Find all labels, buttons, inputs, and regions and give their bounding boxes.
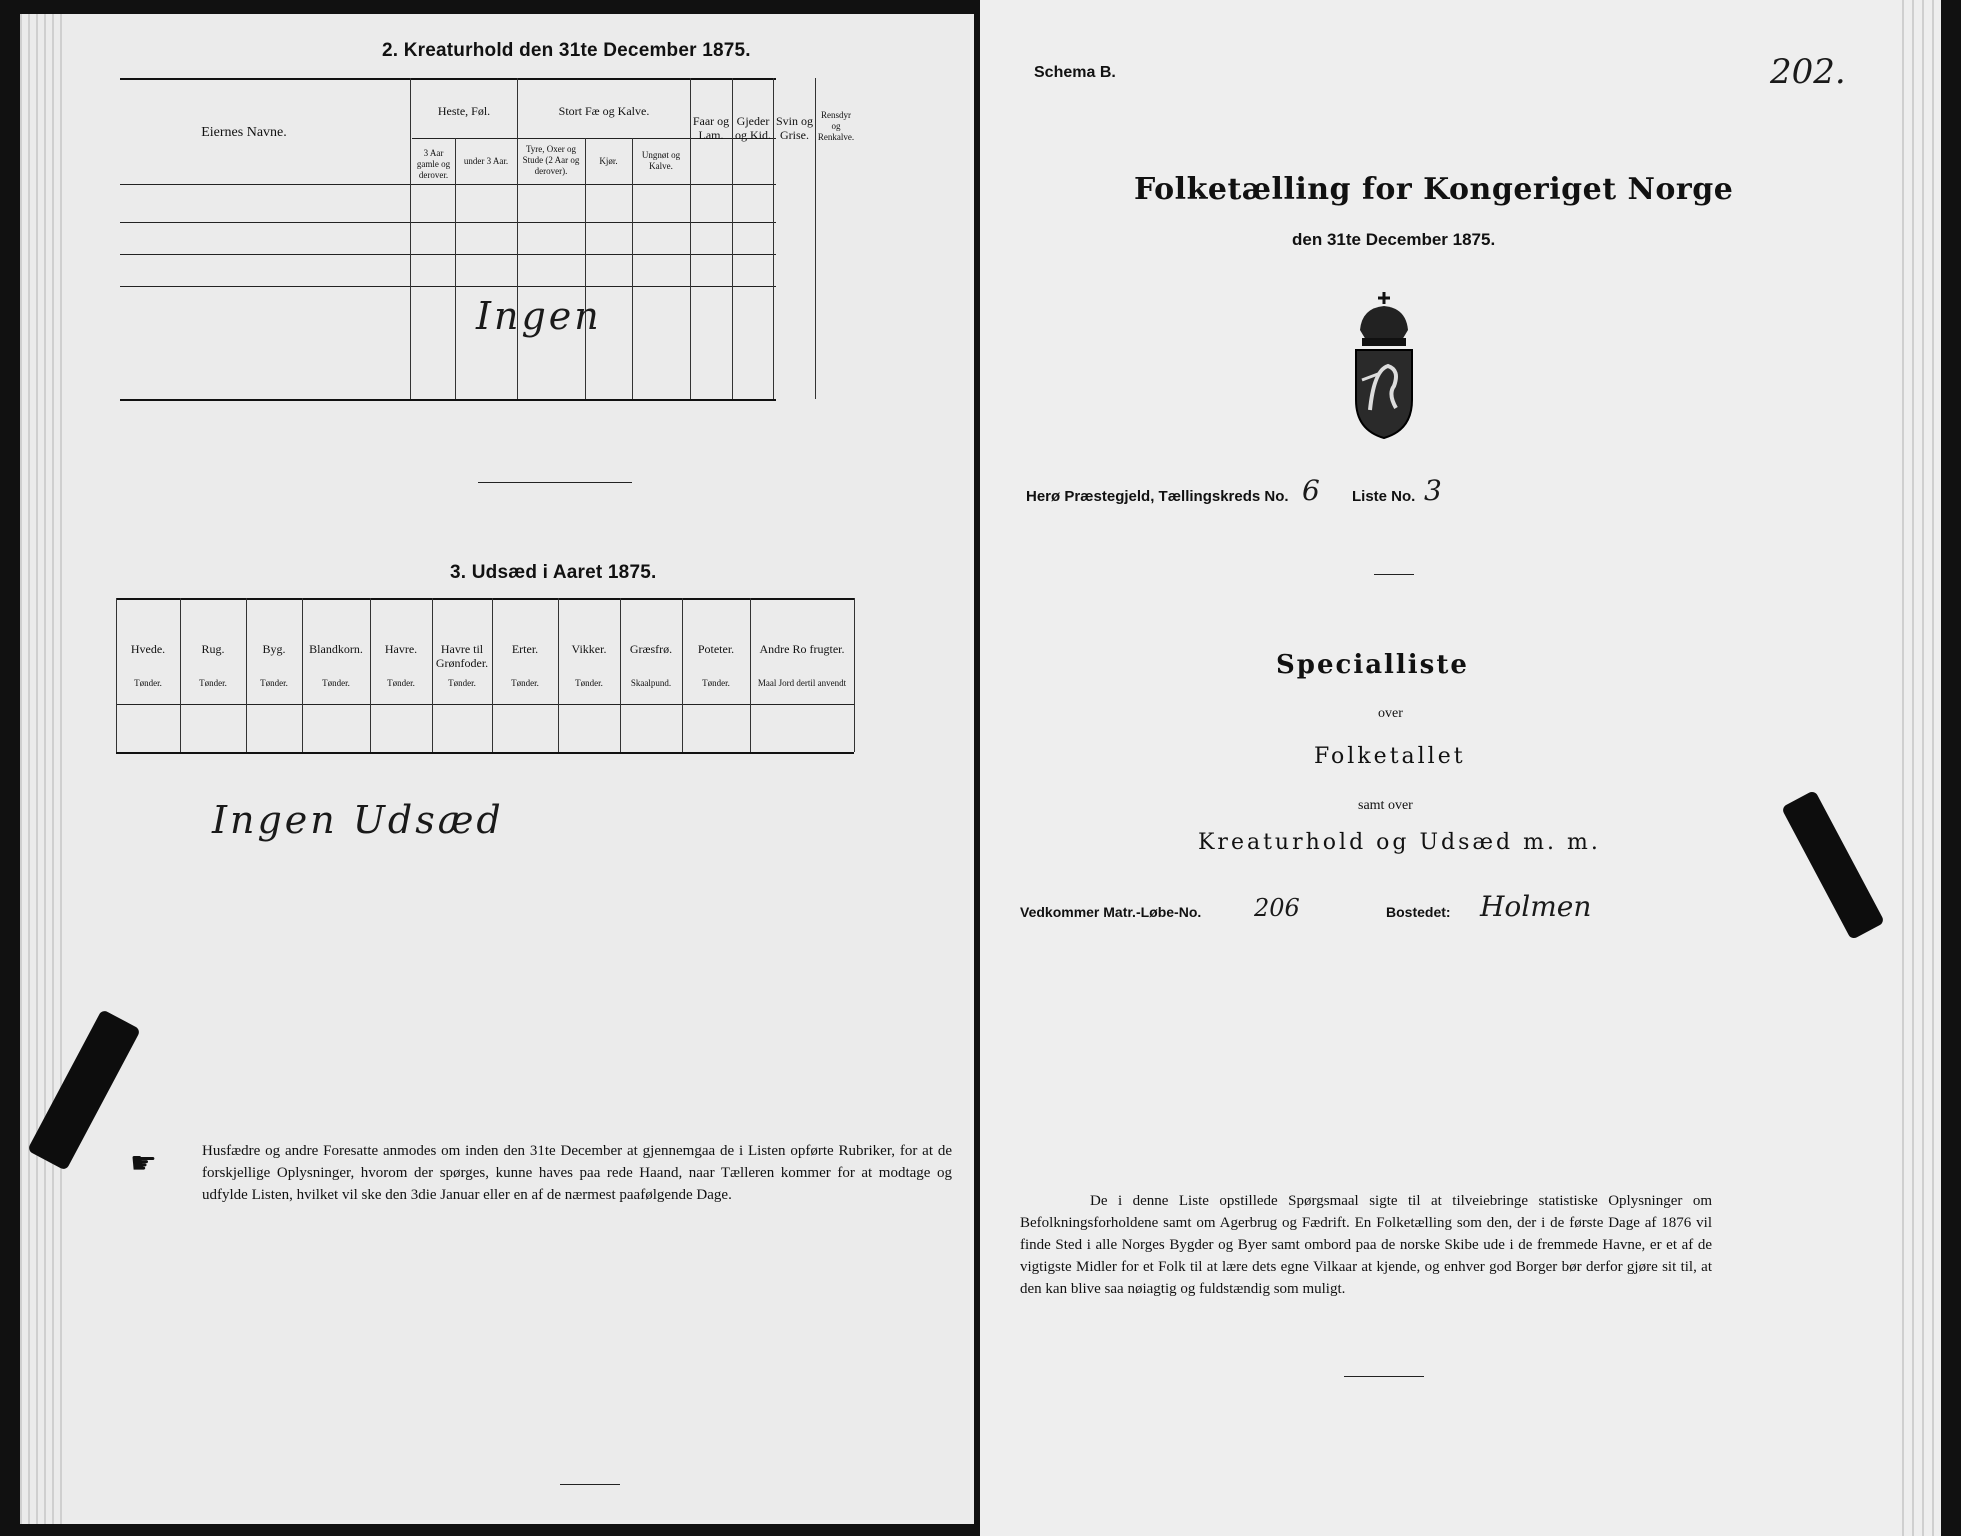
samt-over-label: samt over <box>1358 798 1413 813</box>
seed-column-header: Vikker. <box>571 642 607 656</box>
seed-column-unit: Tønder. <box>134 678 162 688</box>
table-rule <box>120 254 776 255</box>
right-page <box>980 0 1941 1536</box>
liste-number: 3 <box>1424 474 1442 507</box>
over-label: over <box>1378 706 1403 721</box>
coat-of-arms-icon <box>1348 290 1420 440</box>
seed-column-unit: Tønder. <box>448 678 476 688</box>
page-edge <box>36 14 38 1524</box>
kreaturhold-label: Kreaturhold og Udsæd m. m. <box>1198 830 1601 855</box>
seed-column-header: Hvede. <box>130 642 166 656</box>
folketallet-label: Folketallet <box>1314 744 1466 769</box>
page-edge <box>1902 0 1904 1536</box>
seed-column-unit: Tønder. <box>575 678 603 688</box>
table-col-rule <box>854 598 855 752</box>
page-edge <box>1932 0 1934 1536</box>
seed-column-header: Erter. <box>511 642 539 656</box>
seed-column-unit: Skaalpund. <box>630 678 672 688</box>
page-edge <box>20 14 22 1524</box>
seed-column-header: Havre til Grønfoder. <box>435 642 489 670</box>
separator <box>478 482 632 483</box>
matr-number: 206 <box>1254 894 1300 922</box>
pointing-hand-icon: ☛ <box>130 1147 157 1180</box>
table-col-rule <box>246 598 247 752</box>
table-rule <box>116 704 854 705</box>
kreds-number: 6 <box>1302 474 1320 507</box>
page-edge <box>28 14 30 1524</box>
matr-label: Vedkommer Matr.-Løbe-No. <box>1020 904 1202 920</box>
seed-column-header: Byg. <box>262 642 286 656</box>
section2-title: 2. Kreaturhold den 31te December 1875. <box>382 40 751 61</box>
table-col-rule <box>302 598 303 752</box>
table-rule <box>120 399 776 401</box>
table-col-rule <box>410 78 411 399</box>
page-edge <box>52 14 54 1524</box>
table-rule <box>120 286 776 287</box>
table-rule <box>116 752 854 754</box>
table-col-rule <box>558 598 559 752</box>
horse-old-header: 3 Aar gamle og derover. <box>416 148 451 180</box>
cattle-header: Stort Fæ og Kalve. <box>558 104 650 118</box>
handwritten-none-livestock: Ingen <box>476 294 602 338</box>
special-list-title: Specialliste <box>1276 650 1469 680</box>
bostedet-label: Bostedet: <box>1386 904 1451 920</box>
page-number: 202. <box>1770 52 1846 92</box>
table-rule <box>120 184 776 185</box>
seed-column-unit: Tønder. <box>199 678 227 688</box>
table-col-rule <box>585 138 586 399</box>
footer-text: De i denne Liste opstillede Spørgsmaal sigte til at tilveiebringe statistiske Oplysninger om Befolkningsforholdene samt om Agerbrug og Fædrift. En Folketælling som den, der i de første Dage af 1876 vil finde Sted i alle Norges Bygder og Byer samt ombord paa de norske Skibe ude i de fremmede Havne, er et af de vigtigste Midler for et Folk til at lære dets egne Vilkaar at kjende, og enhver god Borger bør derfor gjøre sit til, at den kan blive saa nøiagtig og fuldstændig som muligt. <box>1020 1193 1712 1297</box>
table-rule <box>120 222 776 223</box>
reindeer-header: Rensdyr og Renkalve. <box>817 110 855 142</box>
main-title: Folketælling for Kongeriget Norge <box>1134 172 1734 207</box>
census-date: den 31te December 1875. <box>1292 230 1496 249</box>
left-page <box>20 14 974 1524</box>
seed-column-unit: Tønder. <box>511 678 539 688</box>
table-col-rule <box>116 598 117 752</box>
seed-column-header: Græsfrø. <box>629 642 673 656</box>
separator <box>560 1484 620 1485</box>
seed-column-unit: Tønder. <box>702 678 730 688</box>
bostedet-value: Holmen <box>1480 890 1592 923</box>
seed-column-unit: Maal Jord dertil anvendt <box>757 678 847 688</box>
handwritten-none-seed: Ingen Udsæd <box>212 798 504 842</box>
pen-shadow <box>1781 790 1885 940</box>
table-col-rule <box>180 598 181 752</box>
table-col-rule <box>620 598 621 752</box>
seed-column-unit: Tønder. <box>260 678 288 688</box>
parish-label: Herø Præstegjeld, Tællingskreds No. <box>1026 488 1289 505</box>
seed-column-header: Rug. <box>201 642 225 656</box>
goats-header: Gjeder og Kid. <box>735 114 771 142</box>
table-col-rule <box>455 138 456 399</box>
table-col-rule <box>632 138 633 399</box>
pigs-header: Svin og Grise. <box>775 114 813 142</box>
owners-header: Eiernes Navne. <box>201 125 287 140</box>
horses-header: Heste, Føl. <box>437 104 491 118</box>
schema-label: Schema B. <box>1034 64 1116 81</box>
seed-column-header: Blandkorn. <box>309 642 363 656</box>
separator <box>1344 1376 1424 1377</box>
page-edge <box>44 14 46 1524</box>
horse-young-header: under 3 Aar. <box>463 156 509 166</box>
seed-column-header: Poteter. <box>697 642 735 656</box>
page-edge <box>60 14 62 1524</box>
table-col-rule <box>750 598 751 752</box>
table-col-rule <box>517 78 518 399</box>
table-col-rule <box>492 598 493 752</box>
seed-column-unit: Tønder. <box>387 678 415 688</box>
page-edge <box>1922 0 1924 1536</box>
table-rule <box>116 598 854 600</box>
seed-column-header: Andre Ro frugter. <box>759 642 845 656</box>
sheep-header: Faar og Lam. <box>692 114 730 142</box>
table-rule <box>120 78 776 80</box>
section3-title: 3. Udsæd i Aaret 1875. <box>450 562 657 583</box>
young-cattle-header: Ungnøt og Kalve. <box>641 150 681 171</box>
liste-label: Liste No. <box>1352 488 1416 505</box>
notice-text: Husfædre og andre Foresatte anmodes om inden den 31te December at gjennemgaa de i Listen opførte Rubriker, for at de forskjellige Oplysninger, hvorom der spørges, kunne haves paa rede Haand, naar Tælleren kommer for at modtage og udfylde Listen, hvilket vil ske den 3die Januar eller en af de nærmest paafølgende Dage. <box>202 1143 952 1203</box>
seed-column-unit: Tønder. <box>322 678 350 688</box>
seed-column-header: Havre. <box>384 642 418 656</box>
separator <box>1374 574 1414 575</box>
table-col-rule <box>682 598 683 752</box>
table-col-rule <box>432 598 433 752</box>
page-edge <box>1912 0 1914 1536</box>
bulls-header: Tyre, Oxer og Stude (2 Aar og derover). <box>522 144 580 176</box>
cows-header: Kjør. <box>599 156 618 166</box>
table-col-rule <box>370 598 371 752</box>
